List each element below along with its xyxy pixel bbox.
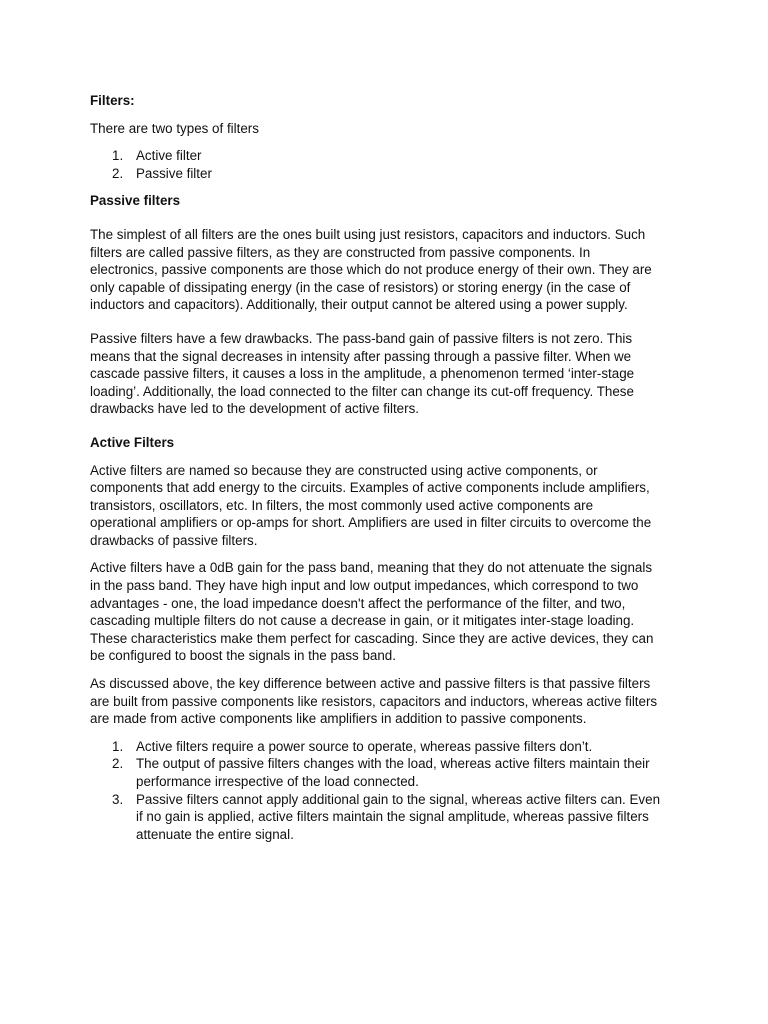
text-line: loading’. Additionally, the load connected to the filter can change its cut-off frequency. These bbox=[90, 383, 634, 399]
text-line: performance irrespective of the load connected. bbox=[136, 774, 419, 789]
text-line: be configured to boost the signals in the pass band. bbox=[90, 648, 396, 664]
text-line: components that add energy to the circuits. Examples of active components include amplifiers, bbox=[90, 480, 650, 496]
list-item bbox=[90, 791, 690, 844]
list-item-text: Active filter bbox=[136, 148, 202, 164]
text-line: cascade passive filters, it causes a loss in the amplitude, a phenomenon termed ‘inter-stage bbox=[90, 366, 635, 382]
active-paragraph-1 bbox=[90, 462, 690, 550]
text-line: drawbacks of passive filters. bbox=[90, 532, 258, 548]
text-line: means that the signal decreases in intensity after passing through a passive filter. When we bbox=[90, 348, 632, 364]
heading-filters: Filters: bbox=[90, 93, 135, 108]
differences-list bbox=[90, 738, 690, 844]
text-line: inductors and capacitors). Additionally, their output cannot be altered using a power supply. bbox=[90, 297, 628, 313]
heading-active-filters: Active Filters bbox=[90, 434, 175, 450]
list-item-number: 1. bbox=[112, 148, 124, 164]
document-page bbox=[90, 92, 690, 843]
text-line: Passive filters have a few drawbacks. The pass-band gain of passive filters is not zero. This bbox=[90, 330, 633, 346]
heading-passive-filters: Passive filters bbox=[90, 193, 181, 209]
list-item-number: 3. bbox=[112, 791, 124, 807]
list-item-text bbox=[136, 791, 690, 844]
passive-paragraph-2 bbox=[90, 330, 690, 418]
text-line: are built from passive components like resistors, capacitors and inductors, whereas active filters bbox=[90, 693, 658, 709]
text-line: operational amplifiers or op-amps for short. Amplifiers are used in filter circuits to overcome the bbox=[90, 515, 652, 531]
text-line: transistors, oscillators, etc. In filters, the most commonly used active components are bbox=[90, 497, 594, 513]
text-line: These characteristics make them perfect for cascading. Since they are active devices, they can bbox=[90, 630, 654, 646]
list-item bbox=[90, 738, 690, 756]
passive-paragraph-1 bbox=[90, 226, 690, 314]
text-line: Active filters have a 0dB gain for the pass band, meaning that they do not attenuate the signals bbox=[90, 560, 653, 576]
list-item-text bbox=[136, 755, 690, 790]
filter-types-list bbox=[90, 147, 690, 182]
text-line: cascading multiple filters do not cause a decrease in gain, or it mitigates inter-stage loading. bbox=[90, 613, 635, 629]
text-line: As discussed above, the key difference between active and passive filters is that passive filters bbox=[90, 676, 651, 692]
text-line: Active filters are named so because they are constructed using active components, or bbox=[90, 462, 598, 478]
text-line: if no gain is applied, active filters maintain the signal amplitude, whereas passive filters bbox=[136, 809, 649, 825]
text-line: are made from active components like amplifiers in addition to passive components. bbox=[90, 711, 587, 727]
list-item-text: Passive filter bbox=[136, 165, 212, 181]
text-line: advantages - one, the load impedance doesn't affect the performance of the filter, and two, bbox=[90, 595, 626, 611]
active-paragraph-3 bbox=[90, 675, 690, 728]
text-line: Active filters require a power source to operate, whereas passive filters don’t. bbox=[136, 738, 593, 754]
list-item-number: 1. bbox=[112, 738, 124, 754]
list-item-number: 2. bbox=[112, 165, 124, 181]
text-line: attenuate the entire signal. bbox=[136, 826, 294, 842]
text-line: in the pass band. They have high input and low output impedances, which correspond to two bbox=[90, 578, 639, 594]
text-line: The simplest of all filters are the ones built using just resistors, capacitors and inductors. Such bbox=[90, 226, 646, 242]
list-item-number: 2. bbox=[112, 756, 124, 772]
list-item bbox=[90, 755, 690, 790]
text-line: The output of passive filters changes with the load, whereas active filters maintain their bbox=[136, 756, 650, 772]
text-line: Passive filters cannot apply additional gain to the signal, whereas active filters can. Even bbox=[136, 791, 661, 807]
list-item bbox=[90, 147, 690, 165]
intro-text: There are two types of filters bbox=[90, 120, 259, 136]
text-line: electronics, passive components are those which do not produce energy of their own. They are bbox=[90, 262, 652, 278]
text-line: drawbacks have led to the development of active filters. bbox=[90, 401, 419, 417]
text-line: only capable of dissipating energy (in the case of resistors) or storing energy (in the case of bbox=[90, 279, 631, 295]
active-paragraph-2 bbox=[90, 559, 690, 665]
list-item-text bbox=[136, 738, 690, 756]
list-item bbox=[90, 165, 690, 183]
text-line: filters are called passive filters, as they are constructed from passive components. In bbox=[90, 244, 591, 260]
